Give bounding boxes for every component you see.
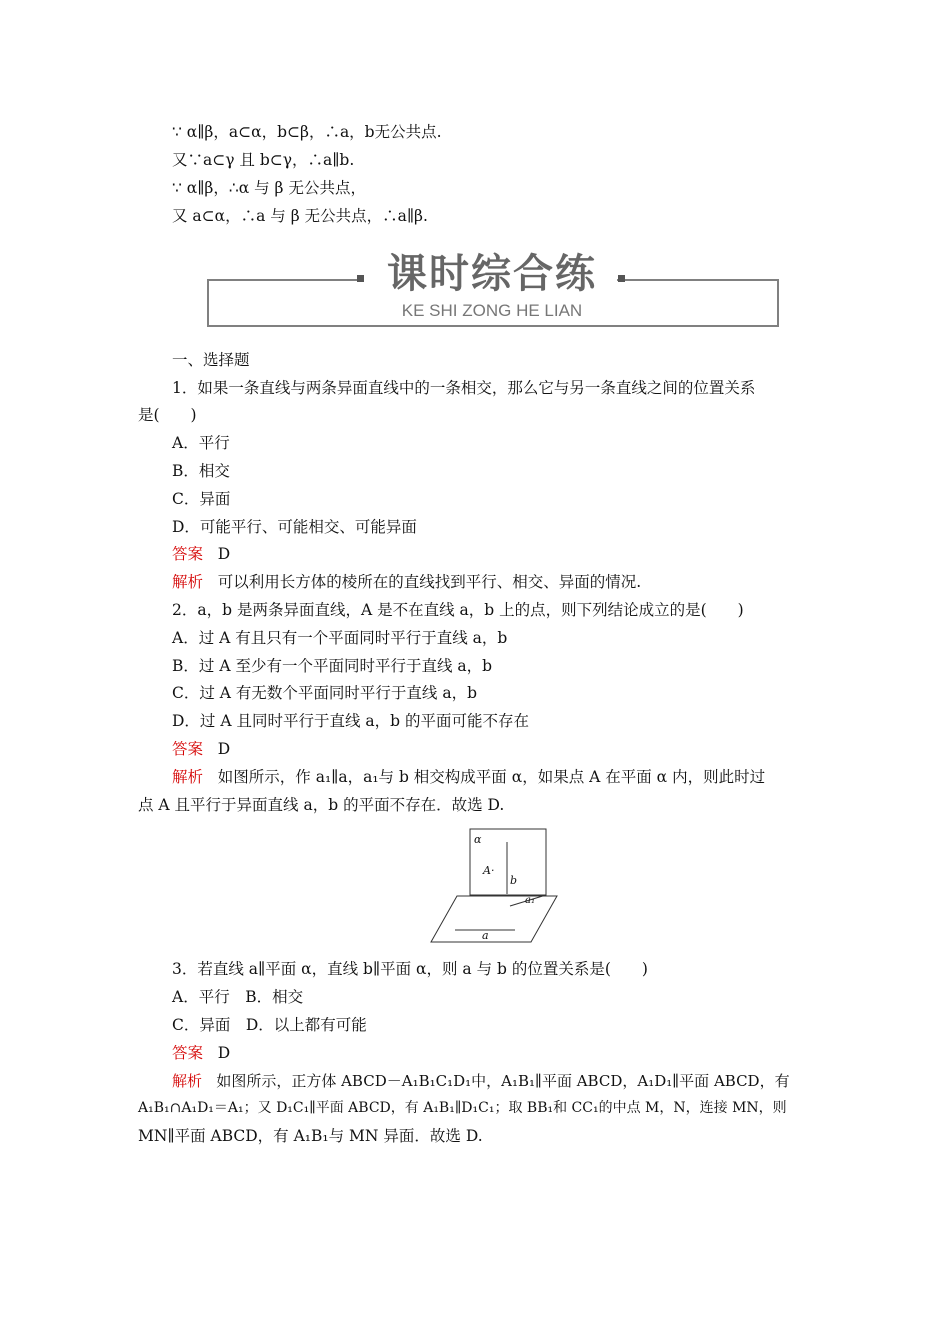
analysis-label: 解析 bbox=[172, 1072, 203, 1090]
q3-analysis-cont-1: A₁B₁∩A₁D₁＝A₁；又 D₁C₁∥平面 ABCD，有 A₁B₁∥D₁C₁；取 BB₁和 CC₁的中点 M，N，连接 MN，则 bbox=[138, 1100, 787, 1116]
analysis-label: 解析 bbox=[172, 768, 204, 786]
q2-option-a: A．过 A 有且只有一个平面同时平行于直线 a，b bbox=[172, 629, 508, 647]
q2-answer bbox=[172, 739, 230, 759]
q1-stem: 1．如果一条直线与两条异面直线中的一条相交，那么它与另一条直线之间的位置关系 bbox=[172, 379, 756, 397]
q2-analysis-cont: 点 A 且平行于异面直线 a，b 的平面不存在．故选 D. bbox=[138, 796, 505, 814]
answer-label: 答案 bbox=[172, 740, 204, 758]
section-title: 一、选择题 bbox=[172, 351, 250, 369]
answer-label: 答案 bbox=[172, 545, 204, 563]
q1-option-d: D．可能平行、可能相交、可能异面 bbox=[172, 518, 417, 536]
intro-line-2: 又∵a⊂γ 且 b⊂γ，∴a∥b. bbox=[172, 151, 355, 169]
q2-option-b: B．过 A 至少有一个平面同时平行于直线 a，b bbox=[172, 657, 493, 675]
intro-line-1: ∵ α∥β，a⊂α，b⊂β，∴a，b无公共点. bbox=[172, 123, 442, 141]
q3-analysis-cont-2: MN∥平面 ABCD，有 A₁B₁与 MN 异面．故选 D. bbox=[138, 1127, 483, 1145]
q2-stem: 2．a，b 是两条异面直线，A 是不在直线 a，b 上的点，则下列结论成立的是( ) bbox=[172, 601, 744, 619]
analysis-label: 解析 bbox=[172, 573, 204, 591]
answer-value: D bbox=[217, 545, 231, 563]
alpha-label: α bbox=[474, 833, 482, 846]
answer-value: D bbox=[217, 1044, 231, 1062]
banner-title: 课时综合练 bbox=[387, 251, 597, 297]
q2-analysis bbox=[172, 767, 765, 787]
q2-option-d: D．过 A 且同时平行于直线 a，b 的平面可能不存在 bbox=[172, 712, 529, 730]
q1-option-a: A．平行 bbox=[172, 434, 230, 452]
intro-line-3: ∵ α∥β，∴α 与 β 无公共点， bbox=[172, 179, 366, 197]
answer-value: D bbox=[217, 740, 231, 758]
q3-stem: 3．若直线 a∥平面 α，直线 b∥平面 α，则 a 与 b 的位置关系是( ) bbox=[172, 960, 648, 978]
q3-analysis bbox=[172, 1071, 790, 1091]
point-a-label: A· bbox=[483, 864, 495, 877]
q2-figure bbox=[427, 826, 559, 946]
q2-option-c: C．过 A 有无数个平面同时平行于直线 a，b bbox=[172, 684, 477, 702]
line-b-label: b bbox=[510, 874, 518, 887]
q1-stem-cont: 是( ) bbox=[138, 406, 197, 424]
q1-analysis bbox=[172, 572, 641, 592]
analysis-text: 如图所示，正方体 ABCD－A₁B₁C₁D₁中，A₁B₁∥平面 ABCD，A₁D₁∥平面 ABCD，有 bbox=[216, 1072, 790, 1090]
q1-answer bbox=[172, 544, 230, 564]
line-a-label: a bbox=[482, 929, 489, 942]
line-a1-label: a₁ bbox=[525, 895, 535, 906]
answer-label: 答案 bbox=[172, 1044, 204, 1062]
analysis-text: 如图所示，作 a₁∥a，a₁与 b 相交构成平面 α，如果点 A 在平面 α 内，则此时过 bbox=[217, 768, 766, 786]
q3-options-ab: A．平行 B．相交 bbox=[172, 988, 304, 1006]
plane-diagram bbox=[427, 826, 559, 946]
q1-option-b: B．相交 bbox=[172, 462, 230, 480]
analysis-text: 可以利用长方体的棱所在的直线找到平行、相交、异面的情况. bbox=[217, 573, 642, 591]
q1-option-c: C．异面 bbox=[172, 490, 231, 508]
section-banner bbox=[207, 248, 779, 328]
q3-options-cd: C．异面 D．以上都有可能 bbox=[172, 1016, 367, 1034]
intro-line-4: 又 a⊂α，∴a 与 β 无公共点，∴a∥β. bbox=[172, 207, 428, 225]
banner-subtitle: KE SHI ZONG HE LIAN bbox=[401, 301, 583, 320]
q3-answer bbox=[172, 1043, 230, 1063]
